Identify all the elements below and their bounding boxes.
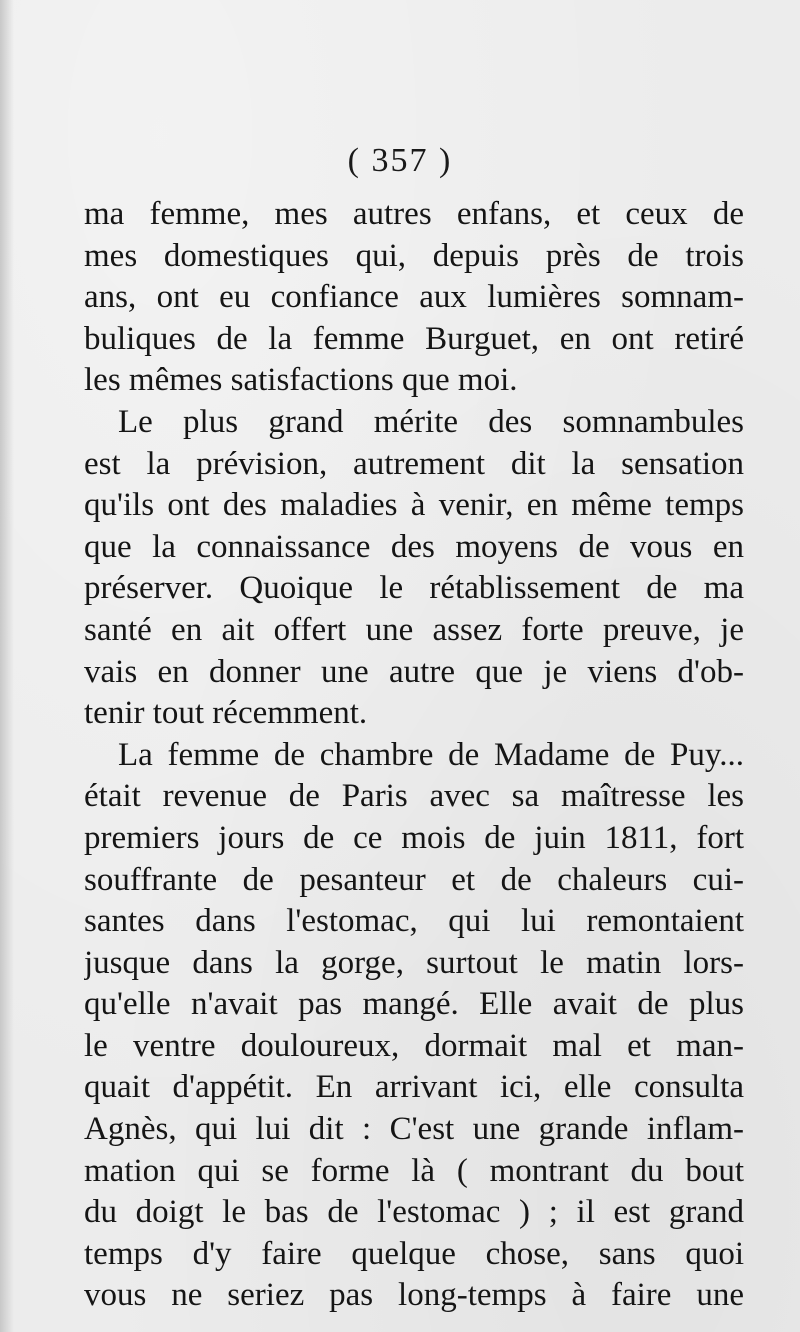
text-line: mes domestiques qui, depuis près de trois — [84, 237, 744, 274]
text-line: ans, ont eu confiance aux lumières somnam- — [84, 279, 744, 316]
text-line: était revenue de Paris avec sa maîtresse les — [84, 778, 744, 815]
text-line: qu'ils ont des maladies à venir, en même temps — [84, 487, 744, 524]
text-line: est la prévision, autrement dit la sensation — [84, 445, 744, 482]
text-line: santes dans l'estomac, qui lui remontaient — [84, 903, 744, 940]
text-line: préserver. Quoique le rétablissement de ma — [84, 570, 744, 607]
text-line: mation qui se forme là ( montrant du bout — [84, 1152, 744, 1189]
text-line: vais en donner une autre que je viens d'ob- — [84, 653, 744, 690]
text-line: le ventre douloureux, dormait mal et man- — [84, 1027, 744, 1064]
text-line: santé en ait offert une assez forte preuve, je — [84, 611, 744, 648]
text-line: que la connaissance des moyens de vous en — [84, 528, 744, 565]
text-line: les mêmes satisfactions que moi. — [84, 362, 518, 399]
text-line: souffrante de pesanteur et de chaleurs cui- — [84, 861, 744, 898]
text-line: qu'elle n'avait pas mangé. Elle avait de plus — [84, 986, 744, 1023]
gutter-shadow — [0, 0, 14, 1332]
text-line: tenir tout récemment. — [84, 695, 368, 732]
text-line: vous ne seriez pas long-temps à faire une — [84, 1277, 744, 1314]
text-line: ma femme, mes autres enfans, et ceux de — [84, 196, 744, 232]
text-line: du doigt le bas de l'estomac ) ; il est grand — [84, 1194, 744, 1231]
body-text — [84, 194, 744, 1317]
text-line: buliques de la femme Burguet, en ont retiré — [84, 320, 744, 357]
text-line: jusque dans la gorge, surtout le matin lors- — [84, 944, 744, 981]
page-number: ( 357 ) — [347, 142, 453, 179]
text-line: Agnès, qui lui dit : C'est une grande inflam- — [84, 1111, 744, 1148]
paragraph-start-line: Le plus grand mérite des somnambules — [118, 403, 744, 440]
text-line: temps d'y faire quelque chose, sans quoi — [84, 1235, 744, 1272]
paragraph-start-line: La femme de chambre de Madame de Puy... — [118, 736, 744, 773]
text-line: premiers jours de ce mois de juin 1811, fort — [84, 819, 744, 856]
text-line: quait d'appétit. En arrivant ici, elle consulta — [84, 1069, 744, 1106]
